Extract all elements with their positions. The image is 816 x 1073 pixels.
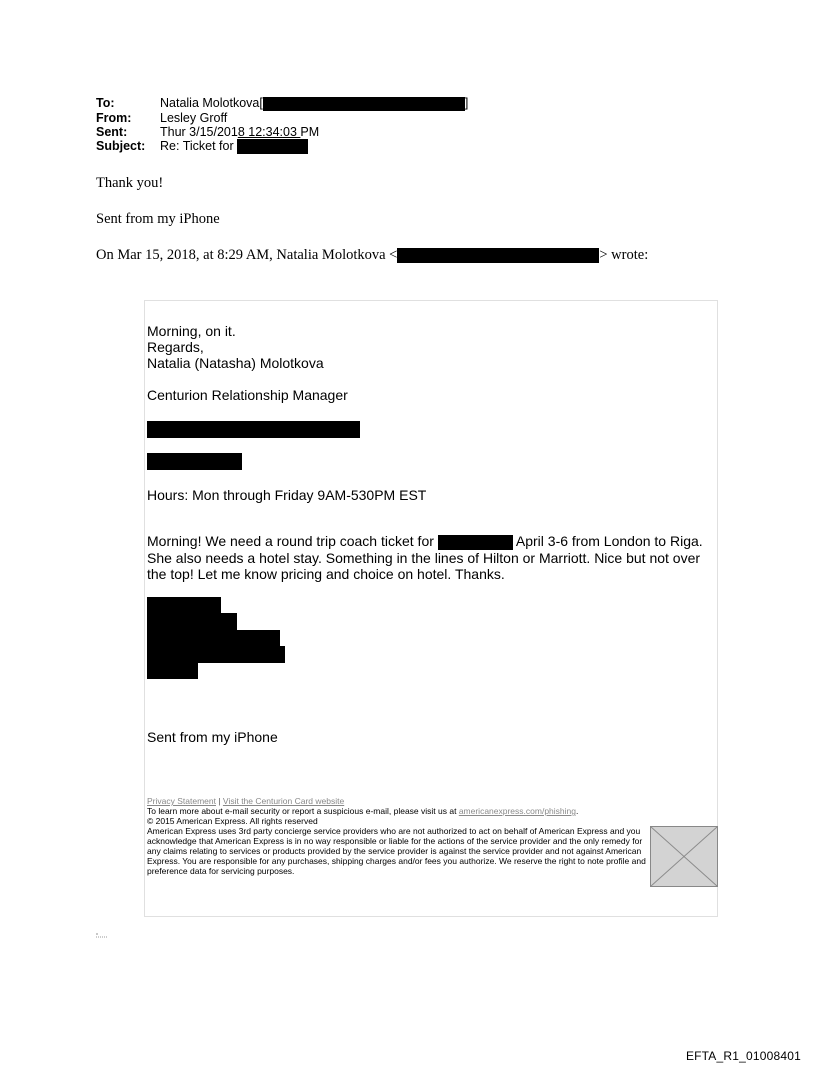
- quoted-line: Natalia (Natasha) Molotkova: [147, 355, 324, 371]
- quoted-line: Regards,: [147, 339, 204, 355]
- legal-disclaimer: American Express uses 3rd party concierge service providers who are not authorized to act on behalf of American Express and you acknowledge that American Express is in no way responsible or liable for the actions of the service provider and the only remedy for any claims relating to services or products provided by the service provider is against the service provider and not against American Express. You are responsible for any purchases, shipping charges and/or fees you authorize. We reserve the right to note profile and preference data for servicing purposes.: [147, 826, 646, 876]
- quoted-sent-from: Sent from my iPhone: [147, 729, 278, 745]
- to-label: To:: [96, 96, 115, 110]
- redaction-box: [263, 97, 465, 111]
- copyright-text: © 2015 American Express. All rights reserved: [147, 816, 318, 826]
- redaction-box: [147, 597, 221, 613]
- from-label: From:: [96, 110, 132, 125]
- email-footer: [147, 796, 647, 876]
- from-row: [96, 111, 468, 125]
- from-value: Lesley Groff: [160, 110, 228, 125]
- redaction-box: [147, 453, 242, 470]
- signature-redactions: [147, 597, 287, 679]
- redaction-box: [147, 663, 198, 679]
- reply-body: Thank you!: [96, 175, 164, 191]
- to-value: Natalia Molotkova[ ]: [160, 96, 469, 110]
- subject-value: Re: Ticket for: [160, 139, 308, 154]
- redaction-box: [438, 535, 513, 550]
- footer-links: Privacy Statement | Visit the Centurion Card website: [147, 796, 345, 806]
- quoted-request: Morning! We need a round trip coach ticket for April 3-6 from London to Riga. She also needs a hotel stay. Something in the lines of Hilton or Marriott. Nice but not over the top! Let me know pricing and choice on hotel. Thanks.: [147, 533, 703, 582]
- redaction-box: [147, 630, 280, 646]
- sent-value: Thur 3/15/2018 12:34:03 PM: [160, 124, 320, 139]
- email-header: [96, 96, 468, 154]
- to-row: [96, 96, 468, 111]
- quoted-title: Centurion Relationship Manager: [147, 387, 348, 403]
- sent-row: [96, 125, 468, 139]
- phishing-link[interactable]: americanexpress.com/phishing: [458, 806, 576, 816]
- quoted-message: [144, 300, 718, 917]
- redaction-box: [147, 613, 237, 630]
- redaction-box: [397, 248, 599, 263]
- subject-row: [96, 139, 468, 154]
- quoted-greeting: [147, 323, 707, 403]
- sent-label: Sent:: [96, 124, 128, 139]
- redaction-box: [147, 646, 285, 663]
- security-notice: To learn more about e-mail security or report a suspicious e-mail, please visit us at americanexpress.com/phishing.: [147, 806, 579, 816]
- quoted-line: Morning, on it.: [147, 323, 236, 339]
- subject-label: Subject:: [96, 138, 146, 153]
- scan-mark-icon: [96, 932, 108, 938]
- bates-number: EFTA_R1_01008401: [685, 1049, 801, 1063]
- centurion-website-link[interactable]: Visit the Centurion Card website: [222, 796, 345, 806]
- redaction-box: [237, 139, 308, 154]
- hours-text: Hours: Mon through Friday 9AM-530PM EST: [147, 487, 427, 503]
- reply-signature: Sent from my iPhone: [96, 211, 220, 227]
- broken-image-placeholder-icon: [650, 826, 718, 887]
- redaction-box: [147, 421, 360, 438]
- privacy-statement-link[interactable]: Privacy Statement: [147, 796, 216, 806]
- quote-intro: On Mar 15, 2018, at 8:29 AM, Natalia Molotkova < > wrote:: [96, 247, 649, 263]
